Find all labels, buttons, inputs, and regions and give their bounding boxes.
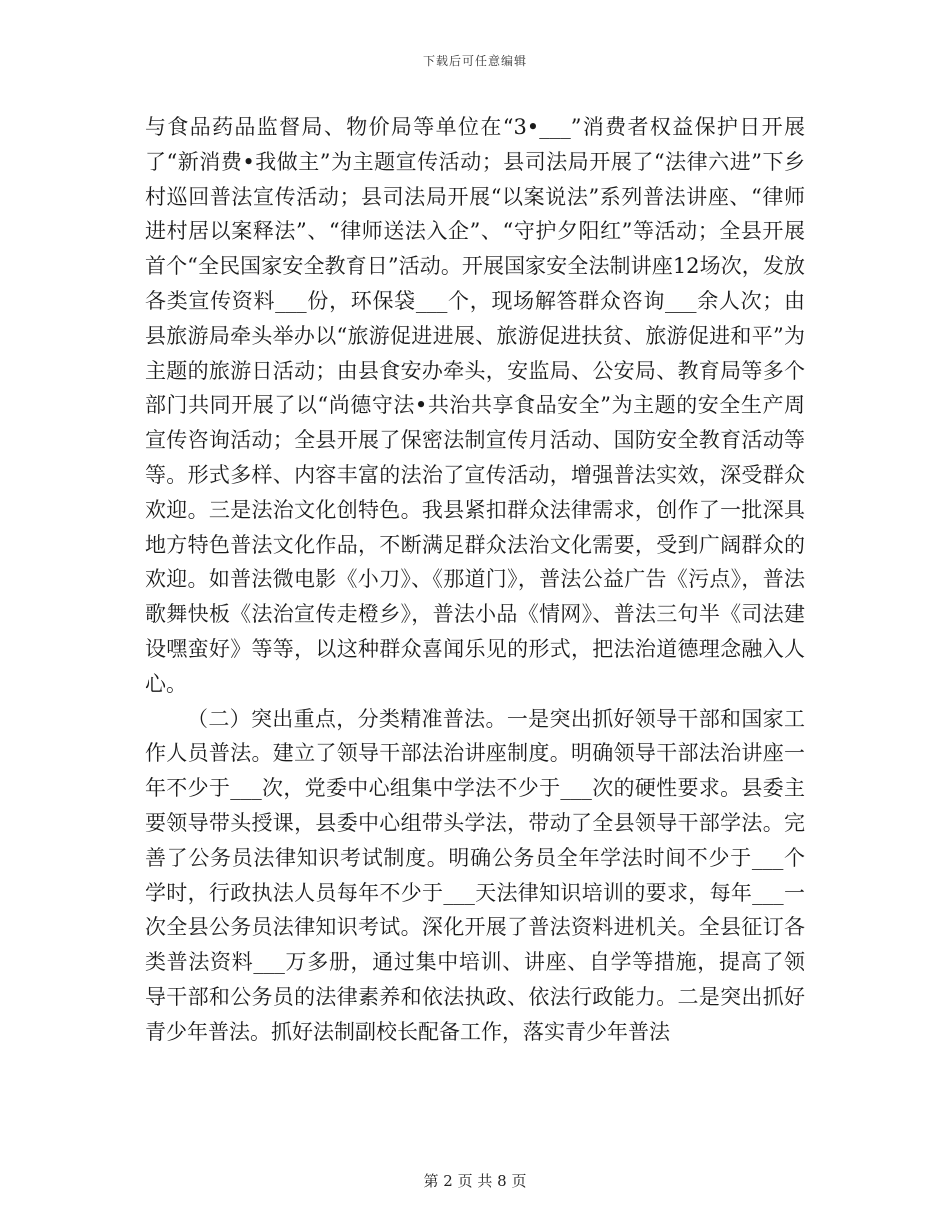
page-number: 第 2 页 共 8 页: [423, 1172, 527, 1190]
paragraph-2: （二）突出重点，分类精准普法。一是突出抓好领导干部和国家工作人员普法。建立了领导干部法治讲座制度。明确领导干部法治讲座一年不少于___次，党委中心组集中学法不少于___次的硬性要求。县委主要领导带头授课，县委中心组带头学法，带动了全县领导干部学法。完善了公务员法律知识考试制度。明确公务员全年学法时间不少于___个学时，行政执法人员每年不少于___天法律知识培训的要求，每年___一次全县公务员法律知识考试。深化开展了普法资料进机关。全县征订各类普法资料___万多册，通过集中培训、讲座、自学等措施，提高了领导干部和公务员的法律素养和依法执政、依法行政能力。二是突出抓好青少年普法。抓好法制副校长配备工作，落实青少年普法: [145, 706, 805, 1044]
document-body: [145, 110, 805, 1050]
page-header: 下载后可任意编辑: [422, 54, 527, 68]
paragraph-1: 与食品药品监督局、物价局等单位在“3•___”消费者权益保护日开展了“新消费•我做主”为主题宣传活动；县司法局开展了“法律六进”下乡村巡回普法宣传活动；县司法局开展“以案说法”系列普法讲座、“律师进村居以案释法”、“律师送法入企”、“守护夕阳红”等活动；全县开展首个“全民国家安全教育日”活动。开展国家安全法制讲座12场次，发放各类宣传资料___份，环保袋___个，现场解答群众咨询___余人次；由县旅游局牵头举办以“旅游促进进展、旅游促进扶贫、旅游促进和平”为主题的旅游日活动；由县食安办牵头，安监局、公安局、教育局等多个部门共同开展了以“尚德守法•共治共享食品安全”为主题的安全生产周宣传咨询活动；全县开展了保密法制宣传月活动、国防安全教育活动等等。形式多样、内容丰富的法治了宣传活动，增强普法实效，深受群众欢迎。三是法治文化创特色。我县紧扣群众法律需求，创作了一批深具地方特色普法文化作品，不断满足群众法治文化需要，受到广阔群众的欢迎。如普法微电影《小刀》、《那道门》，普法公益广告《污点》，普法歌舞快板《法治宣传走橙乡》，普法小品《情网》、普法三句半《司法建设嘿蛮好》等等，以这种群众喜闻乐见的形式，把法治道德理念融入人心。: [145, 115, 805, 696]
